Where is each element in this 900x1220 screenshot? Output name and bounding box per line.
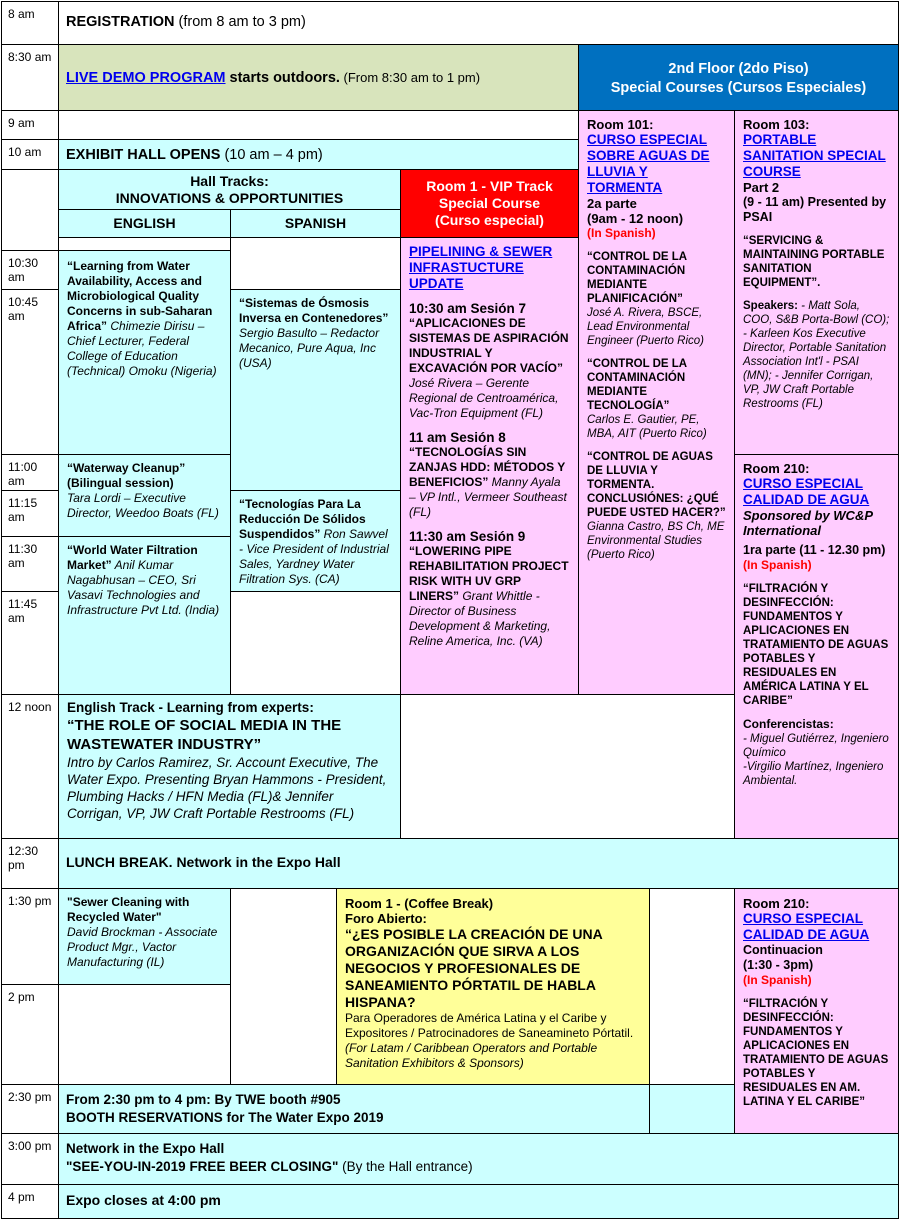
- room-101-part: 2a parte: [587, 196, 637, 211]
- time-cell: [1, 250, 59, 290]
- room-101-title: Room 101:: [587, 117, 654, 132]
- room-210-title: Room 210:: [743, 461, 810, 476]
- expo-closes-row: [58, 1184, 899, 1219]
- time-cell: [1, 289, 59, 455]
- empty-cell: [230, 888, 337, 1085]
- room-210-cont-session: “FILTRACIÓN Y DESINFECCIÓN: FUNDAMENTOS Y APLICACIONES EN TRATAMIENTO DE AGUAS POTABLES Y RESIDUALES EN AM. LATINA Y EL CARIBE”: [743, 998, 889, 1108]
- time-cell: [1, 591, 59, 695]
- time-cell: [1, 454, 59, 491]
- exhibit-hall-row: [58, 139, 579, 170]
- room-101-time: (9am - 12 noon): [587, 211, 684, 226]
- room-101-session-2-title: “CONTROL DE LA CONTAMINACIÓN MEDIANTE TECNOLOGÍA”: [587, 358, 687, 412]
- lunch-break-row: [58, 838, 899, 889]
- hall-tracks-header: [58, 169, 401, 210]
- spanish-session-1-speaker: Sergio Basulto – Redactor Mecanico, Pure Aqua, Inc (USA): [239, 326, 380, 370]
- sewer-cleaning-session: [58, 888, 231, 985]
- time-label: 11:00 am: [8, 460, 38, 488]
- session-8-speaker: Manny Ayala – VP Intl., Vermeer Southeast (FL): [409, 475, 567, 519]
- booth-time: From 2:30 pm to 4 pm: By TWE booth #905: [66, 1092, 341, 1107]
- room-103-part: Part 2: [743, 180, 780, 195]
- forum-audience: Para Operadores de América Latina y el Caribe y Expositores / Patrocinadores de Saneamineto Pórtatil.: [345, 1011, 634, 1040]
- room-210-link[interactable]: CURSO ESPECIAL CALIDAD DE AGUA: [743, 476, 870, 507]
- empty-cell: [649, 888, 735, 1085]
- time-cell: [1, 984, 59, 1085]
- spanish-session-2: [230, 490, 401, 592]
- english-header: [58, 209, 231, 238]
- time-label: 2 pm: [8, 990, 35, 1004]
- room-101-session-3-speaker: Gianna Castro, BS Ch, ME Environmental Studies (Puerto Rico): [587, 521, 725, 561]
- room-210-sponsor: Sponsored by WC&P International: [743, 508, 873, 538]
- spanish-session-1: [230, 289, 401, 491]
- english-label: ENGLISH: [113, 215, 176, 231]
- english-session-2-speaker: Tara Lordi – Executive Director, Weedoo Boats (FL): [67, 491, 219, 520]
- spanish-session-2-speaker: Ron Sawvel - Vice President of Industrial Sales, Yardney Water Filtration Sys. (CA): [239, 527, 389, 586]
- room-101-session-1-speaker: José A. Rivera, BSCE, Lead Environmental Engineer (Puerto Rico): [587, 307, 704, 347]
- exhibit-title: EXHIBIT HALL OPENS: [66, 147, 221, 163]
- english-session-1-speaker: Chimezie Dirisu – Chief Lecturer, Federal College of Education (Technical) Omoku (Nigeria): [67, 319, 217, 378]
- forum-audience-english: (For Latam / Caribbean Operators and Portable Sanitation Exhibitors & Sponsors): [345, 1041, 598, 1070]
- room-103-speakers: - Matt Sola, COO, S&B Porta-Bowl (CO); - Karleen Kos Executive Director, Portable Sanitation Association Int'l - PSAI (MN); - Jennifer Corrigan, VP, JW Craft Portable Restrooms (FL): [743, 300, 890, 410]
- empty-cell: [230, 237, 401, 290]
- english-session-2: [58, 454, 231, 537]
- registration-hours: (from 8 am to 3 pm): [174, 14, 306, 30]
- english-session-2-title: “Waterway Cleanup” (Bilingual session): [67, 461, 186, 490]
- room-101-session-2-speaker: Carlos E. Gautier, PE, MBA, AIT (Puerto Rico): [587, 414, 707, 440]
- time-cell: [1, 536, 59, 592]
- closing-network: Network in the Expo Hall: [66, 1141, 225, 1156]
- time-label: 10 am: [8, 145, 42, 159]
- time-cell: [1, 838, 59, 889]
- room-103-title: Room 103:: [743, 117, 810, 132]
- room-210-course: [734, 454, 899, 839]
- time-label: 8 am: [8, 7, 35, 21]
- session-9-heading: 11:30 am Sesión 9: [409, 529, 526, 544]
- forum-label: Foro Abierto:: [345, 911, 427, 926]
- lunch-break-text: LUNCH BREAK. Network in the Expo Hall: [66, 854, 341, 870]
- expo-closes-text: Expo closes at 4:00 pm: [66, 1192, 221, 1208]
- room-101-link[interactable]: CURSO ESPECIAL SOBRE AGUAS DE LLUVIA Y TORMENTA: [587, 132, 710, 195]
- time-cell: [1, 694, 59, 839]
- closing-location: (By the Hall entrance): [338, 1159, 473, 1174]
- vip-track-header: [400, 169, 579, 238]
- time-cell: [1, 490, 59, 537]
- registration-row: [58, 1, 899, 45]
- room-103-time: (9 - 11 am) Presented by PSAI: [743, 195, 887, 224]
- room-210-cont-label: Continuacion: [743, 943, 823, 957]
- time-label: 12:30 pm: [8, 844, 39, 872]
- room-210-cont-time: (1:30 - 3pm): [743, 958, 814, 972]
- vip-track-note: (Curso especial): [435, 212, 544, 228]
- coffee-break-forum: [336, 888, 650, 1085]
- closing-title: "SEE-YOU-IN-2019 FREE BEER CLOSING": [66, 1159, 339, 1174]
- empty-cell: [58, 110, 579, 140]
- room-101-course: [578, 110, 735, 695]
- time-cell: [1, 139, 59, 170]
- room-101-session-3-title: “CONTROL DE AGUAS DE LLUVIA Y TORMENTA. CONCLUSIÓNES: ¿QUÉ PUEDE USTED HACER?”: [587, 451, 726, 519]
- english-session-3: [58, 536, 231, 695]
- second-floor-header: [578, 44, 899, 111]
- time-label: 8:30 am: [8, 50, 52, 64]
- session-7-heading: 10:30 am Sesión 7: [409, 301, 527, 316]
- room-210-session-title: “FILTRACIÓN Y DESINFECCIÓN: FUNDAMENTOS Y APLICACIONES EN TRATAMIENTO DE AGUAS POTABLES Y RESIDUALES EN AMÉRICA LATINA Y EL CARIBE”: [743, 583, 889, 707]
- closing-row: [58, 1133, 899, 1185]
- time-label: 3:00 pm: [8, 1139, 52, 1153]
- time-cell: [1, 1133, 59, 1185]
- time-label: 10:30 am: [8, 256, 39, 284]
- time-label: 2:30 pm: [8, 1090, 52, 1104]
- session-9-speaker: Grant Whittle - Director of Business Development & Marketing, Reline America, Inc. (VA): [409, 589, 551, 648]
- empty-cell: [649, 1084, 735, 1134]
- session-7-speaker: José Rivera – Gerente Regional de Centroamérica, Vac-Tron Equipment (FL): [409, 376, 559, 420]
- empty-cell: [230, 591, 401, 695]
- time-cell: [1, 888, 59, 985]
- time-cell: [1, 1184, 59, 1219]
- time-label: 12 noon: [8, 700, 52, 714]
- live-demo-text: starts outdoors.: [225, 70, 340, 86]
- english-session-3-speaker: Anil Kumar Nagabhusan – CEO, Sri Vasavi Technologies and Infrastructure Pvt Ltd. (India): [67, 558, 220, 617]
- live-demo-link[interactable]: LIVE DEMO PROGRAM: [66, 70, 226, 86]
- time-label: 11:45 am: [8, 597, 38, 625]
- live-demo-row: [58, 44, 579, 111]
- spanish-session-2-title: “Tecnologías Para La Reducción De Sólidos Suspendidos”: [239, 497, 366, 541]
- vip-track-sessions: [400, 237, 579, 695]
- room-103-speakers-label: Speakers:: [743, 300, 798, 312]
- time-label: 11:15 am: [8, 496, 38, 524]
- room-103-session-title: “SERVICING & MAINTAINING PORTABLE SANITATION EQUIPMENT”.: [743, 235, 885, 289]
- time-cell: [1, 44, 59, 111]
- empty-cell: [58, 237, 231, 251]
- second-floor-subtitle: Special Courses (Cursos Especiales): [610, 80, 867, 96]
- session-7-title: “APLICACIONES DE SISTEMAS DE ASPIRACIÓN INDUSTRIAL Y EXCAVACIÓN POR VACÍO”: [409, 316, 569, 375]
- time-cell: [1, 1, 59, 45]
- hall-tracks-subtitle: INNOVATIONS & OPPORTUNITIES: [115, 190, 344, 206]
- registration-title: REGISTRATION: [66, 14, 175, 30]
- booth-reservations-row: [58, 1084, 650, 1134]
- coffee-break-title: Room 1 - (Coffee Break): [345, 896, 494, 911]
- sewer-session-speaker: David Brockman - Associate Product Mgr., Vactor Manufacturing (IL): [67, 925, 218, 969]
- room-210-continuation: [734, 888, 899, 1134]
- spanish-session-1-title: “Sistemas de Ósmosis Inversa en Contenedores”: [239, 296, 389, 325]
- english-track-noon: [58, 694, 401, 839]
- room-210-cont-title: Room 210:: [743, 896, 810, 911]
- time-label: 9 am: [8, 116, 35, 130]
- hall-tracks-title: Hall Tracks:: [190, 173, 269, 189]
- time-cell: [1, 1084, 59, 1134]
- exhibit-hours: (10 am – 4 pm): [220, 147, 323, 163]
- noon-session-title: “THE ROLE OF SOCIAL MEDIA IN THE WASTEWATER INDUSTRY”: [67, 717, 342, 753]
- english-session-3-title: “World Water Filtration Market”: [67, 543, 198, 572]
- vip-track-title: Room 1 - VIP Track: [426, 178, 553, 194]
- booth-title: BOOTH RESERVATIONS for The Water Expo 2019: [66, 1110, 384, 1125]
- session-9-title: “LOWERING PIPE REHABILITATION PROJECT RISK WITH UV GRP LINERS”: [409, 544, 569, 603]
- session-8-title: “TECNOLOGÍAS SIN ZANJAS HDD: MÉTODOS Y BENEFICIOS”: [409, 445, 566, 489]
- spanish-header: [230, 209, 401, 238]
- noon-session-speakers: Intro by Carlos Ramirez, Sr. Account Executive, The Water Expo. Presenting Bryan Hammons - President, Plumbing Hacks / HFN Media (FL)& Jennifer Corrigan, VP, JW Craft Portable Restrooms (FL): [67, 755, 387, 821]
- time-label: 11:30 am: [8, 542, 38, 570]
- sewer-session-title: "Sewer Cleaning with Recycled Water": [67, 895, 190, 924]
- room-103-course: [734, 110, 899, 455]
- live-demo-hours: (From 8:30 am to 1 pm): [339, 70, 481, 85]
- room-210-speaker-1: - Miguel Gutiérrez, Ingeniero Químico: [743, 733, 889, 759]
- vip-track-subtitle: Special Course: [438, 195, 541, 211]
- time-label: 4 pm: [8, 1190, 35, 1204]
- time-cell: [1, 110, 59, 140]
- room-103-link[interactable]: PORTABLE SANITATION SPECIAL COURSE: [743, 132, 886, 179]
- time-cell: [1, 169, 59, 251]
- pipelining-link[interactable]: PIPELINING & SEWER INFRASTUCTURE UPDATE: [409, 244, 553, 291]
- noon-track-label: English Track - Learning from experts:: [67, 700, 314, 715]
- room-210-speakers-label: Conferencistas:: [743, 717, 834, 731]
- second-floor-title: 2nd Floor (2do Piso): [668, 61, 809, 77]
- spanish-label: SPANISH: [284, 215, 347, 231]
- room-210-cont-language: (In Spanish): [743, 973, 812, 987]
- forum-question: “¿ES POSIBLE LA CREACIÓN DE UNA ORGANIZACIÓN QUE SIRVA A LOS NEGOCIOS Y PROFESIONALES DE SANEAMIENTO PÓRTATIL DE HABLA HISPANA?: [345, 926, 603, 1010]
- room-101-language: (In Spanish): [587, 226, 656, 240]
- room-210-language: (In Spanish): [743, 558, 812, 572]
- room-210-cont-link[interactable]: CURSO ESPECIAL CALIDAD DE AGUA: [743, 911, 870, 942]
- english-session-1-title: “Learning from Water Availability, Access and Microbiological Quality Concerns in sub-Saharan Africa”: [67, 259, 213, 333]
- room-101-session-1-title: “CONTROL DE LA CONTAMINACIÓN MEDIANTE PLANIFICACIÓN”: [587, 251, 687, 305]
- time-label: 10:45 am: [8, 295, 39, 323]
- empty-cell: [400, 694, 735, 839]
- time-label: 1:30 pm: [8, 894, 52, 908]
- session-8-heading: 11 am Sesión 8: [409, 430, 506, 445]
- english-session-1: [58, 250, 231, 455]
- empty-cell: [58, 984, 231, 1085]
- room-210-part: 1ra parte (11 - 12.30 pm): [743, 543, 886, 557]
- room-210-speaker-2: -Virgilio Martínez, Ingeniero Ambiental.: [743, 761, 884, 787]
